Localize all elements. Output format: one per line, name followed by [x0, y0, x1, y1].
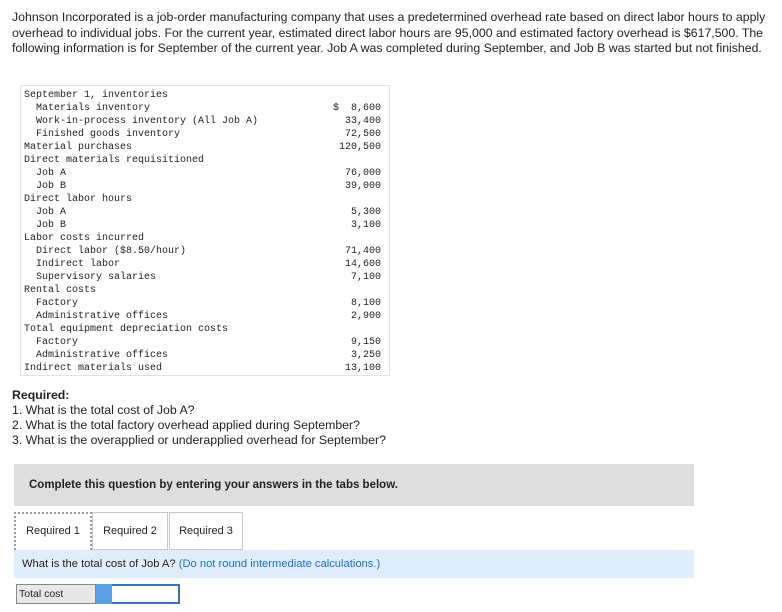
tab-required-3[interactable]: Required 3	[169, 512, 243, 550]
data-row	[21, 115, 389, 128]
data-row	[21, 128, 389, 141]
problem-intro: Johnson Incorporated is a job-order manufacturing company that uses a predetermined overhead rate based on direct labor hours to apply overhead to individual jobs. For the current year, estimated direct labor hours are 95,000 and estimated factory overhead is $617,500. The following information is for September of the current year. Job A was completed during September, and Job B was started but not finished.	[12, 10, 766, 55]
question-text: What is the total cost of Job A?	[22, 558, 176, 570]
question-bar	[14, 550, 694, 578]
data-row	[21, 336, 389, 349]
data-row	[21, 219, 389, 232]
data-row-label: September 1, inventories	[24, 90, 169, 101]
data-row-label: Administrative offices	[36, 350, 169, 361]
data-row	[21, 180, 389, 193]
data-row-value: 7,100	[350, 272, 381, 283]
tab-required-1[interactable]: Required 1	[14, 512, 92, 550]
data-row-value: 9,150	[350, 337, 381, 348]
data-row-label: Indirect materials used	[24, 363, 163, 374]
data-row-label: Materials inventory	[36, 103, 151, 114]
data-row-label: Total equipment depreciation costs	[24, 324, 229, 335]
required-item-3: 3. What is the overapplied or underapplied overhead for September?	[12, 433, 386, 447]
data-row-value: 3,250	[350, 350, 381, 361]
data-row	[21, 167, 389, 180]
total-cost-label: Total cost	[16, 584, 96, 604]
required-item-2: 2. What is the total factory overhead applied during September?	[12, 418, 360, 432]
data-row-label: Finished goods inventory	[36, 129, 181, 140]
data-row	[21, 362, 389, 375]
data-row	[21, 102, 389, 115]
required-item-1: 1. What is the total cost of Job A?	[12, 403, 195, 417]
data-row-value: 71,400	[344, 246, 381, 257]
data-row-value: 13,100	[344, 363, 381, 374]
data-row-value: 8,100	[350, 298, 381, 309]
instruction-panel: Complete this question by entering your answers in the tabs below.	[14, 464, 694, 506]
data-row	[21, 297, 389, 310]
data-row-value: 120,500	[338, 142, 381, 153]
data-row	[21, 154, 389, 167]
total-cost-input[interactable]	[96, 584, 180, 604]
data-row-value: $ 8,600	[332, 103, 381, 114]
data-row-label: Direct materials requisitioned	[24, 155, 205, 166]
data-row-label: Labor costs incurred	[24, 233, 145, 244]
data-row-label: Job A	[36, 207, 67, 218]
tab-required-2[interactable]: Required 2	[92, 512, 168, 550]
data-row-label: Factory	[36, 298, 79, 309]
data-row	[21, 310, 389, 323]
data-row-value: 2,900	[350, 311, 381, 322]
data-row-value: 5,300	[350, 207, 381, 218]
data-row	[21, 232, 389, 245]
data-row	[21, 323, 389, 336]
data-row-label: Administrative offices	[36, 311, 169, 322]
data-row-label: Factory	[36, 337, 79, 348]
data-row-label: Job B	[36, 220, 67, 231]
data-row	[21, 271, 389, 284]
data-row	[21, 193, 389, 206]
data-row-label: Indirect labor	[36, 259, 121, 270]
data-row-label: Direct labor hours	[24, 194, 133, 205]
data-row-label: Material purchases	[24, 142, 133, 153]
data-row-label: Job B	[36, 181, 67, 192]
data-row-value: 3,100	[350, 220, 381, 231]
data-row-value: 76,000	[344, 168, 381, 179]
data-row-value: 14,600	[344, 259, 381, 270]
data-row-label: Job A	[36, 168, 67, 179]
data-row	[21, 141, 389, 154]
data-row-label: Direct labor ($8.50/hour)	[36, 246, 187, 257]
data-row	[21, 284, 389, 297]
data-row-label: Rental costs	[24, 285, 97, 296]
data-row-label: Work-in-process inventory (All Job A)	[36, 116, 259, 127]
question-note: (Do not round intermediate calculations.)	[178, 558, 381, 570]
data-row	[21, 349, 389, 362]
data-row-label: Supervisory salaries	[36, 272, 157, 283]
data-row	[21, 245, 389, 258]
data-row	[21, 89, 389, 102]
required-section	[12, 388, 386, 448]
data-row-value: 33,400	[344, 116, 381, 127]
data-row-value: 39,000	[344, 181, 381, 192]
data-row-value: 72,500	[344, 129, 381, 140]
data-table	[20, 85, 390, 376]
required-heading: Required:	[12, 388, 70, 402]
data-row	[21, 258, 389, 271]
data-row	[21, 206, 389, 219]
